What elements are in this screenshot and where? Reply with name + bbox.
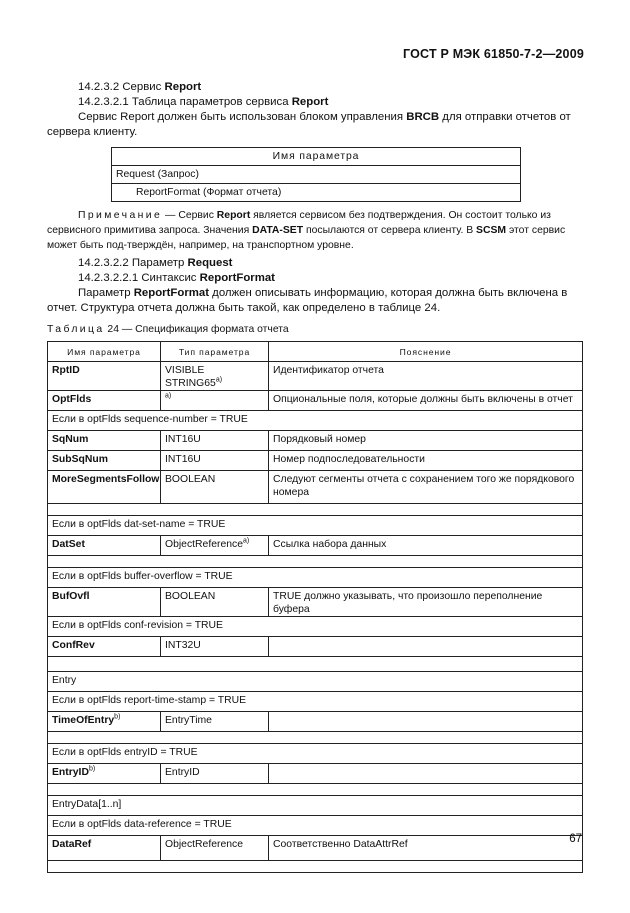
- table-row-blank: [48, 861, 583, 873]
- paragraph-reportformat: Параметр ReportFormat должен описывать информацию, которая должна быть включена в отчет. Структура отчета должна быть такой, как определено в таблице 24.: [47, 287, 568, 314]
- table-row-sqnum: SqNum INT16U Порядковый номер: [48, 431, 583, 451]
- table-row-subsqnum: SubSqNum INT16U Номер подпоследовательности: [48, 451, 583, 471]
- note-paragraph: Примечание — Сервис Report является сервисом без подтверждения. Он состоит только из сервисного примитива запроса. Значения DATA-SET посылаются от сервера клиенту. В SCSM этот сервис может быть под-тверждён, например, на транспортном уровне.: [47, 210, 566, 251]
- report-format-table: [47, 341, 583, 873]
- table-row-moresegmentsfollow: MoreSegmentsFollow BOOLEAN Следуют сегменты отчета с сохранением того же порядкового номера: [48, 471, 583, 504]
- table-row-condition: Если в optFlds conf-revision = TRUE: [48, 617, 583, 637]
- table-row-entry: Entry: [48, 672, 583, 692]
- table-row-entryid: EntryID$^{b)}$ EntryID: [48, 764, 583, 784]
- table-row-condition: Если в optFlds report-time-stamp = TRUE: [48, 692, 583, 712]
- table-row-rptid: RptID VISIBLE STRING65$^{a)}$ Идентификатор отчета: [48, 362, 583, 391]
- table-row-timeofentry: TimeOfEntry$^{b)}$ EntryTime: [48, 712, 583, 732]
- page-number: 67: [569, 833, 582, 845]
- table-row-condition: Если в optFlds data-reference = TRUE: [48, 816, 583, 836]
- header-param-type: Тип параметра: [161, 342, 269, 362]
- parameter-table-report: [111, 147, 521, 202]
- table-row-blank: [48, 657, 583, 672]
- table-row-condition: Если в optFlds buffer-overflow = TRUE: [48, 568, 583, 588]
- table-row-blank: [48, 732, 583, 744]
- table-row-condition: Если в optFlds dat-set-name = TRUE: [48, 516, 583, 536]
- table-row-reportformat: ReportFormat (Формат отчета): [112, 184, 521, 202]
- table-row-confrev: ConfRev INT32U: [48, 637, 583, 657]
- standard-header: ГОСТ Р МЭК 61850-7-2—2009: [403, 47, 584, 61]
- table-row-bufovfl: BufOvfl BOOLEAN TRUE должно указывать, что произошло переполнение буфера: [48, 588, 583, 617]
- section-heading-params-table: 14.2.3.2.1 Таблица параметров сервиса Report: [78, 96, 329, 108]
- table-row-condition: Если в optFlds sequence-number = TRUE: [48, 411, 583, 431]
- section-heading-syntax: 14.2.3.2.2.1 Синтаксис ReportFormat: [78, 272, 275, 284]
- table-row-request: Request (Запрос): [112, 166, 521, 184]
- table-caption: Таблица 24 — Спецификация формата отчета: [47, 324, 289, 335]
- section-heading-report: 14.2.3.2 Сервис Report: [78, 81, 202, 93]
- section-heading-request: 14.2.3.2.2 Параметр Request: [78, 257, 233, 269]
- table-row-blank: [48, 784, 583, 796]
- table-row-blank: [48, 504, 583, 516]
- paragraph-report-usage: Сервис Report должен быть использован блоком управления BRCB для отправки отчетов от сервера клиенту.: [47, 111, 571, 138]
- table-header-row: [48, 342, 583, 362]
- table-row-condition: Если в optFlds entryID = TRUE: [48, 744, 583, 764]
- header-param-name: Имя параметра: [48, 342, 161, 362]
- table-row-blank: [48, 556, 583, 568]
- table-row-datset: DatSet ObjectReference$^{a)}$ Ссылка набора данных: [48, 536, 583, 556]
- table-header-cell: Имя параметра: [112, 148, 521, 166]
- table-row-entrydata: EntryData[1..n]: [48, 796, 583, 816]
- table-row-dataref: DataRef ObjectReference Соответственно DataAttrRef: [48, 836, 583, 861]
- header-explanation: Пояснение: [269, 342, 583, 362]
- table-row-optflds: OptFlds $^{a)}$ Опциональные поля, которые должны быть включены в отчет: [48, 391, 583, 411]
